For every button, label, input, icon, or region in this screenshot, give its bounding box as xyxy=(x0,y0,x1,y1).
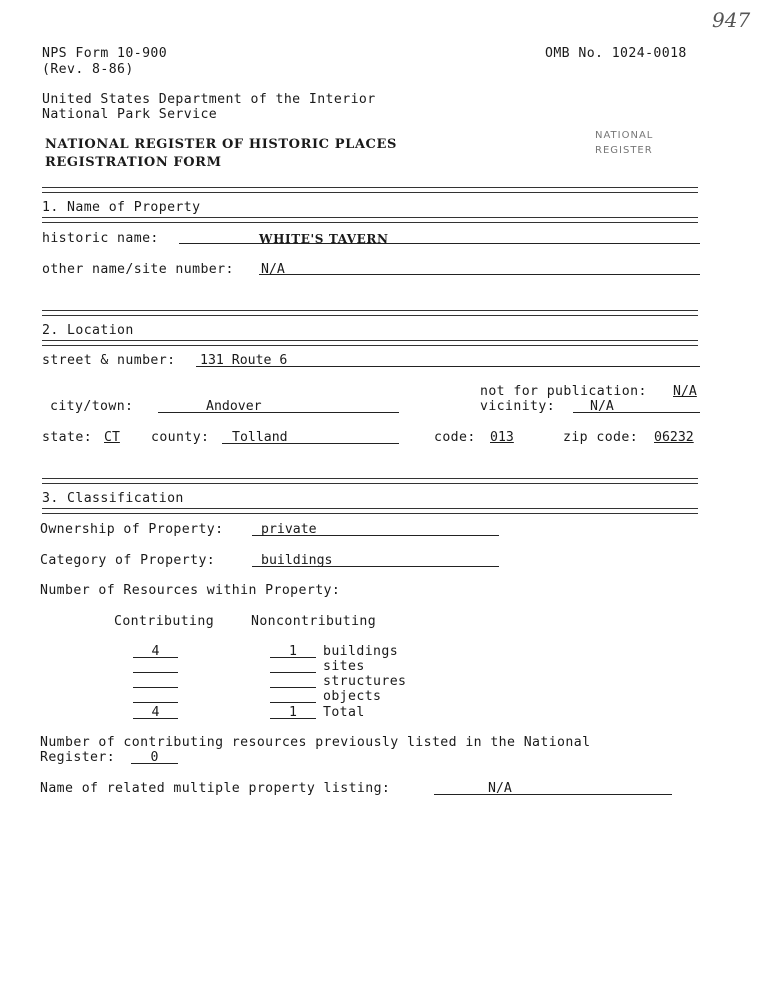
historic-name-label: historic name: xyxy=(42,231,159,246)
previously-listed-label: Number of contributing resources previously listed in the National xyxy=(40,735,591,750)
category-label: Category of Property: xyxy=(40,553,216,568)
resource-type-label: structures xyxy=(323,674,407,689)
historic-name-underline xyxy=(179,243,700,244)
street-label: street & number: xyxy=(42,353,176,368)
resources-label: Number of Resources within Property: xyxy=(40,583,341,598)
code-value: 013 xyxy=(490,430,514,445)
contributing-blank xyxy=(133,687,178,688)
received-stamp-line-2: REGISTER xyxy=(595,145,653,156)
ownership-label: Ownership of Property: xyxy=(40,522,224,537)
agency: National Park Service xyxy=(42,107,218,122)
form-subtitle: REGISTRATION FORM xyxy=(45,155,222,170)
received-stamp-line-1: NATIONAL xyxy=(595,130,654,141)
state-value: CT xyxy=(104,430,120,445)
not-for-publication-label: not for publication: xyxy=(480,384,647,399)
multiple-property-underline xyxy=(434,794,672,795)
handwritten-number: 947 xyxy=(712,8,751,32)
resource-type-label: Total xyxy=(323,705,365,720)
city-value: Andover xyxy=(206,399,262,414)
zip-label: zip code: xyxy=(563,430,639,445)
other-name-underline xyxy=(259,274,700,275)
form-id: NPS Form 10-900 xyxy=(42,46,168,61)
resource-type-label: objects xyxy=(323,689,382,704)
zip-value: 06232 xyxy=(654,430,694,445)
register-label: Register: xyxy=(40,750,116,765)
omb-number: OMB No. 1024-0018 xyxy=(545,46,687,61)
form-revision: (Rev. 8-86) xyxy=(42,62,134,77)
historic-name-value: WHITE'S TAVERN xyxy=(259,232,389,246)
not-for-publication-value: N/A xyxy=(673,384,697,399)
multiple-property-value: N/A xyxy=(488,781,512,796)
street-value: 131 Route 6 xyxy=(200,353,288,368)
other-name-label: other name/site number: xyxy=(42,262,234,277)
county-label: county: xyxy=(151,430,210,445)
noncontributing-count: 1 xyxy=(289,644,297,659)
section-3-heading: 3. Classification xyxy=(42,491,184,506)
department: United States Department of the Interior xyxy=(42,92,376,107)
section-divider xyxy=(42,187,698,193)
section-divider xyxy=(42,340,698,346)
county-value: Tolland xyxy=(232,430,288,445)
ownership-value: private xyxy=(261,522,317,537)
section-1-heading: 1. Name of Property xyxy=(42,200,201,215)
noncontributing-blank xyxy=(270,702,316,703)
contributing-blank xyxy=(133,672,178,673)
contributing-count: 4 xyxy=(151,705,160,720)
other-name-value: N/A xyxy=(261,262,285,277)
noncontributing-count: 1 xyxy=(289,705,297,720)
multiple-property-label: Name of related multiple property listing: xyxy=(40,781,391,796)
vicinity-label: vicinity: xyxy=(480,399,556,414)
section-divider xyxy=(42,478,698,484)
register-value: 0 xyxy=(150,750,159,765)
resource-type-label: buildings xyxy=(323,644,399,659)
city-underline xyxy=(158,412,399,413)
contributing-header: Contributing xyxy=(114,614,215,629)
section-divider xyxy=(42,508,698,514)
noncontributing-header: Noncontributing xyxy=(251,614,377,629)
code-label: code: xyxy=(434,430,476,445)
vicinity-value: N/A xyxy=(590,399,614,414)
contributing-count: 4 xyxy=(151,644,160,659)
state-label: state: xyxy=(42,430,93,445)
section-2-heading: 2. Location xyxy=(42,323,134,338)
section-divider xyxy=(42,310,698,316)
category-value: buildings xyxy=(261,553,333,568)
noncontributing-blank xyxy=(270,687,316,688)
section-divider xyxy=(42,217,698,223)
noncontributing-blank xyxy=(270,672,316,673)
form-title: NATIONAL REGISTER OF HISTORIC PLACES xyxy=(45,137,398,152)
city-label: city/town: xyxy=(50,399,134,414)
resource-type-label: sites xyxy=(323,659,365,674)
contributing-blank xyxy=(133,702,178,703)
